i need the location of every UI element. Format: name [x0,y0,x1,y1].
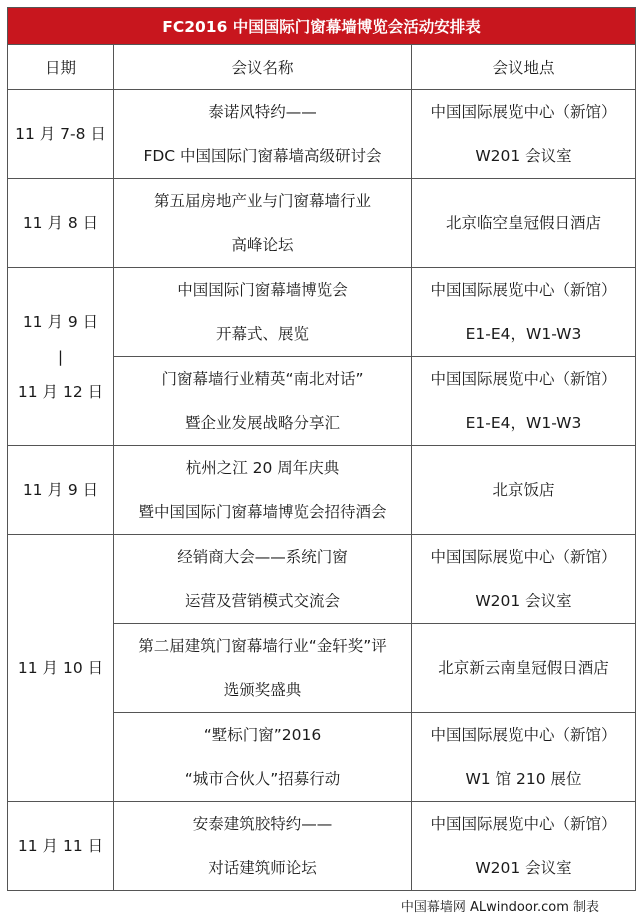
date-cell [8,268,114,446]
event-name-line: 开幕式、展览 [215,325,309,343]
event-name [114,179,412,268]
table-row [8,446,636,535]
event-venue [412,446,636,535]
event-venue-line: E1-E4，W1-W3 [465,414,582,432]
event-venue [412,802,636,891]
event-venue-line: 北京临空皇冠假日酒店 [446,214,602,232]
event-venue-line: W1 馆 210 展位 [465,770,582,788]
event-name [114,357,412,446]
event-name [114,446,412,535]
event-venue [412,268,636,357]
table-row [8,802,636,891]
table-row [8,179,636,268]
event-name [114,268,412,357]
date-cell: 11 月 9 日 [8,446,114,535]
header-date: 日期 [8,45,114,90]
event-name-line: 暨企业发展战略分享汇 [184,414,340,432]
event-name-line: 第五届房地产业与门窗幕墙行业 [153,192,371,210]
date-separator: | [57,347,64,366]
event-venue [412,535,636,624]
event-venue-line: 中国国际展览中心（新馆） [430,726,617,744]
event-venue [412,357,636,446]
event-venue-line: 中国国际展览中心（新馆） [430,370,617,388]
footer-credit: 中国幕墙网 ALwindoor.com 制表 [400,900,599,915]
date-cell: 11 月 7-8 日 [8,90,114,179]
date-cell: 11 月 11 日 [8,802,114,891]
event-venue-line: E1-E4，W1-W3 [465,325,582,343]
event-venue-line: 中国国际展览中心（新馆） [430,281,617,299]
date-to: 11 月 12 日 [17,382,104,401]
event-venue-line: 北京饭店 [492,481,555,499]
event-venue [412,624,636,713]
event-name-line: “墅标门窗”2016 [203,726,322,744]
table-title: FC2016 中国国际门窗幕墙博览会活动安排表 [8,8,636,45]
event-name [114,535,412,624]
header-name: 会议名称 [114,45,412,90]
event-name-line: 门窗幕墙行业精英“南北对话” [161,370,364,388]
event-name-line: 运营及营销模式交流会 [184,592,340,610]
event-name [114,624,412,713]
event-venue-line: 中国国际展览中心（新馆） [430,103,617,121]
event-name-line: 对话建筑师论坛 [208,859,317,877]
event-venue-line: 北京新云南皇冠假日酒店 [438,659,609,677]
table-row [8,268,636,357]
event-name-line: 杭州之江 20 周年庆典 [185,459,340,477]
event-name-line: 第二届建筑门窗幕墙行业“金轩奖”评 [138,637,387,655]
event-venue-line: W201 会议室 [475,859,572,877]
event-venue-line: W201 会议室 [475,147,572,165]
event-name-line: 选颁奖盛典 [223,681,302,699]
event-venue-line: 中国国际展览中心（新馆） [430,815,617,833]
event-venue [412,179,636,268]
event-name-line: 泰诺风特约—— [208,103,317,121]
event-venue [412,713,636,802]
event-venue [412,90,636,179]
event-name-line: FDC 中国国际门窗幕墙高级研讨会 [143,147,382,165]
event-name-line: 暨中国国际门窗幕墙博览会招待酒会 [138,503,387,521]
event-name-line: “城市合伙人”招募行动 [184,770,341,788]
event-name-line: 中国国际门窗幕墙博览会 [177,281,348,299]
event-name [114,90,412,179]
schedule-table [7,7,636,891]
table-row [8,90,636,179]
event-venue-line: W201 会议室 [475,592,572,610]
event-venue-line: 中国国际展览中心（新馆） [430,548,617,566]
date-cell: 11 月 8 日 [8,179,114,268]
table-row [8,535,636,624]
header-venue: 会议地点 [412,45,636,90]
date-cell: 11 月 10 日 [8,535,114,802]
event-name-line: 经销商大会——系统门窗 [177,548,348,566]
event-name [114,713,412,802]
event-name [114,802,412,891]
event-name-line: 高峰论坛 [231,236,294,254]
header-row [8,45,636,90]
date-from: 11 月 9 日 [22,312,99,331]
event-name-line: 安泰建筑胶特约—— [192,815,333,833]
